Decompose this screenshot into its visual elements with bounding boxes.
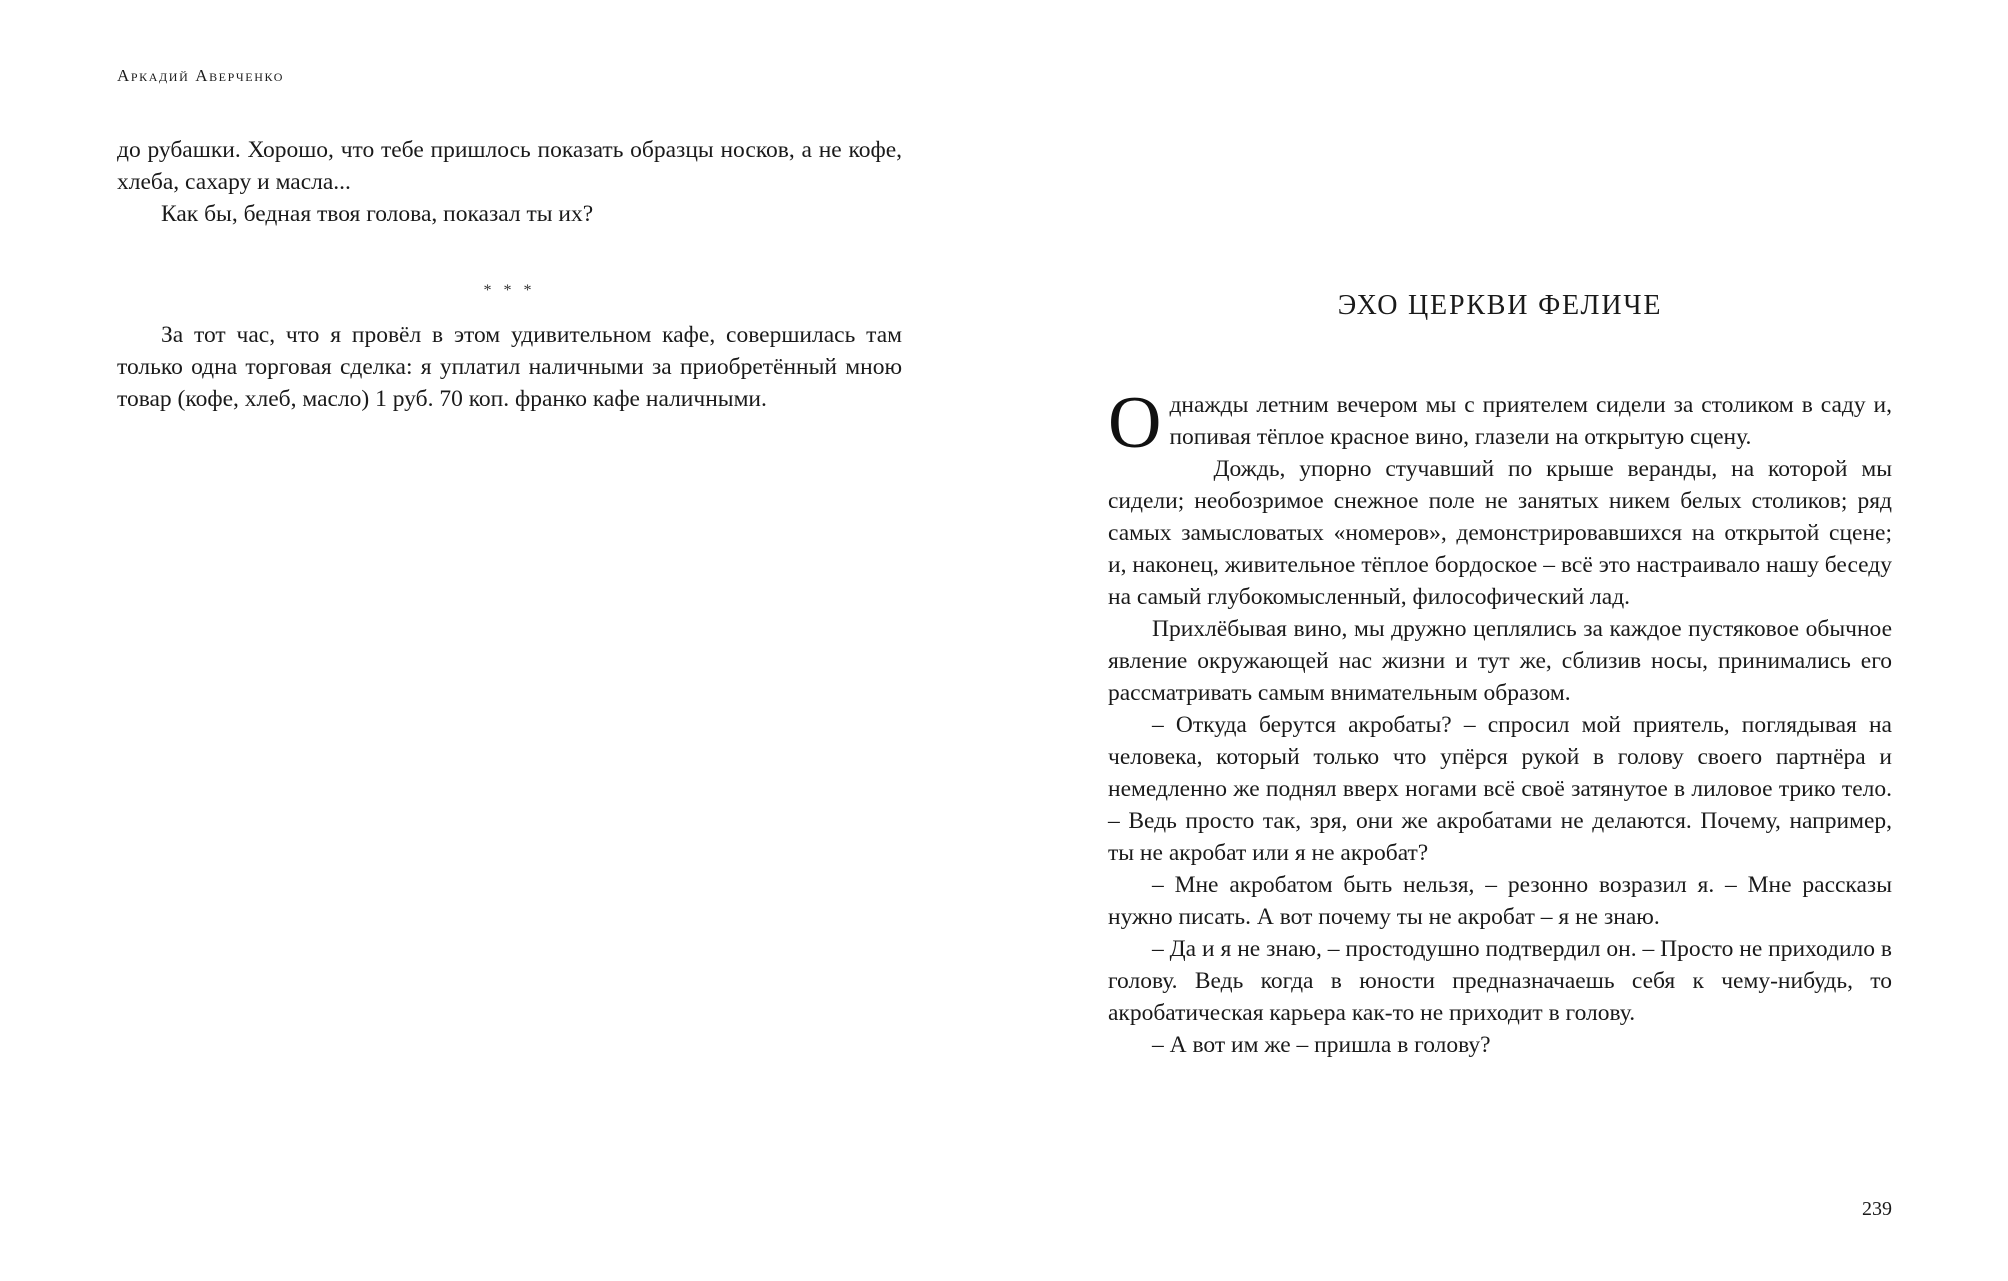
section-separator-asterisks: * * * xyxy=(483,282,536,299)
paragraph: – Да и я не знаю, – простодушно подтвердил он. – Просто не приходило в голову. Ведь когда в юности предназначаешь себя к чему-нибудь, то акробатическая карьера как-то не приходит в голову. xyxy=(1108,936,1892,1026)
paragraph: Как бы, бедная твоя голова, показал ты их? xyxy=(161,201,594,227)
page-number: 239 xyxy=(1862,1198,1892,1220)
running-head-author: Аркадий Аверченко xyxy=(117,66,285,85)
first-paragraph-text: днажды летним вечером мы с приятелем сидели за столиком в саду и, попивая тёплое красное вино, глазели на открытую сцену. xyxy=(1169,392,1892,450)
chapter-body xyxy=(1108,382,1892,1061)
paragraph: За тот час, что я провёл в этом удивительном кафе, совершилась там только одна торговая сделка: я уплатил наличными за приобретённый мною товар (кофе, хлеб, масло) 1 руб. 70 коп. франко кафе наличными. xyxy=(117,322,902,412)
paragraph-continuation: до рубашки. Хорошо, что тебе пришлось показать образцы носков, а не кофе, хлеба, сахару и масла... xyxy=(117,137,902,195)
drop-cap: О xyxy=(1108,382,1162,464)
text-block-after-separator xyxy=(117,319,902,415)
chapter-title: ЭХО ЦЕРКВИ ФЕЛИЧЕ xyxy=(1337,290,1663,321)
text-block-before-separator xyxy=(117,134,902,230)
right-page xyxy=(1004,0,2008,1281)
paragraph: – А вот им же – пришла в голову? xyxy=(1152,1032,1491,1058)
paragraph: Прихлёбывая вино, мы дружно цеплялись за каждое пустяковое обычное явление окружающей нас жизни и тут же, сблизив носы, принимались его рассматривать самым внимательным образом. xyxy=(1108,616,1892,706)
paragraph: – Мне акробатом быть нельзя, – резонно возразил я. – Мне рассказы нужно писать. А вот почему ты не акробат – я не знаю. xyxy=(1108,872,1892,930)
first-paragraph xyxy=(1108,382,1892,464)
paragraph: – Откуда берутся акробаты? – спросил мой приятель, поглядывая на человека, который только что упёрся рукой в голову своего партнёра и немедленно же поднял вверх ногами всё своё затянутое в лиловое трико тело. – Ведь просто так, зря, они же акробатами не делаются. Почему, например, ты не акробат или я не акробат? xyxy=(1108,712,1892,866)
paragraph: Дождь, упорно стучавший по крыше веранды, на которой мы сидели; необозримое снежное поле не занятых никем белых столиков; ряд самых замысловатых «номеров», демонстрировавшихся на открытой сцене; и, наконец, живительное тёплое бордоское – всё это настраивало нашу беседу на самый глубокомысленный, философический лад. xyxy=(1108,456,1892,610)
